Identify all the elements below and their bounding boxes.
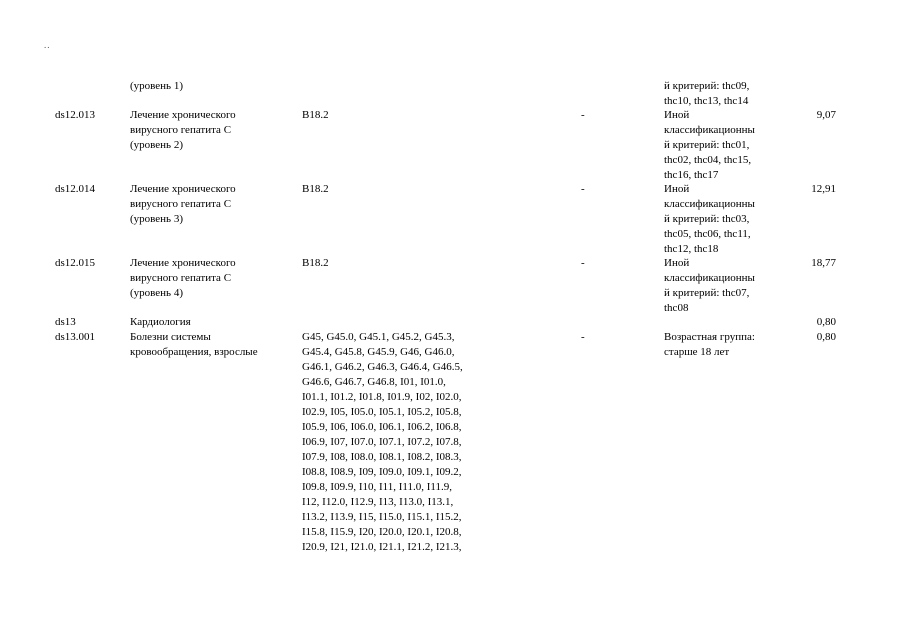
row-mkb-codes: B18.2 <box>302 257 329 269</box>
row-mkb-codes: B18.2 <box>302 183 329 195</box>
row-name: Болезни системы кровообращения, взрослые <box>130 331 258 358</box>
row-dash: - <box>581 183 585 195</box>
row-criteria: й критерий: thc09, thc10, thc13, thc14 <box>664 80 750 107</box>
row-dash: - <box>581 109 585 121</box>
row-code: ds12.015 <box>55 257 96 269</box>
row-dash: - <box>581 257 585 269</box>
row-name: Лечение хронического вирусного гепатита С (уровень 4) <box>130 257 236 299</box>
row-mkb-codes: B18.2 <box>302 109 329 121</box>
row-criteria: Возрастная группа: старше 18 лет <box>664 331 755 358</box>
row-code: ds12.013 <box>55 109 96 121</box>
row-dash: - <box>581 331 585 343</box>
row-code: ds13 <box>55 316 76 328</box>
row-code: ds12.014 <box>55 183 96 195</box>
row-coefficient: 9,07 <box>816 109 836 121</box>
row-criteria: Иной классификационны й критерий: thc07, thc08 <box>664 257 755 314</box>
header-mark: .. <box>44 40 51 50</box>
row-coefficient: 0,80 <box>816 331 836 343</box>
row-code: ds13.001 <box>55 331 96 343</box>
row-name: Кардиология <box>130 316 191 328</box>
row-coefficient: 18,77 <box>811 257 836 269</box>
row-criteria: Иной классификационны й критерий: thc03, thc05, thc06, thc11, thc12, thc18 <box>664 183 755 255</box>
row-name: (уровень 1) <box>130 80 183 92</box>
row-mkb-codes: G45, G45.0, G45.1, G45.2, G45.3, G45.4, G45.8, G45.9, G46, G46.0, G46.1, G46.2, G46.3, G46.4, G46.5, G46.6, G46.7, G46.8, I01, I01.0, I01.1, I01.2, I01.8, I01.9, I02, I02.0, I02.9, I05, I05.0, I05.1, I05.2, I05.8, I05.9, I06, I06.0, I06.1, I06.2, I06.8, I06.9, I07, I07.0, I07.1, I07.2, I07.8, I07.9, I08, I08.0, I08.1, I08.2, I08.3, I08.8, I08.9, I09, I09.0, I09.1, I09.2, I09.8, I09.9, I10, I11, I11.0, I11.9, I12, I12.0, I12.9, I13, I13.0, I13.1, I13.2, I13.9, I15, I15.0, I15.1, I15.2, I15.8, I15.9, I20, I20.0, I20.1, I20.8, I20.9, I21, I21.0, I21.1, I21.2, I21.3, <box>302 331 463 553</box>
row-coefficient: 12,91 <box>811 183 836 195</box>
row-coefficient: 0,80 <box>816 316 836 328</box>
row-criteria: Иной классификационны й критерий: thc01, thc02, thc04, thc15, thc16, thc17 <box>664 109 755 181</box>
row-name: Лечение хронического вирусного гепатита С (уровень 3) <box>130 183 236 225</box>
row-name: Лечение хронического вирусного гепатита С (уровень 2) <box>130 109 236 151</box>
